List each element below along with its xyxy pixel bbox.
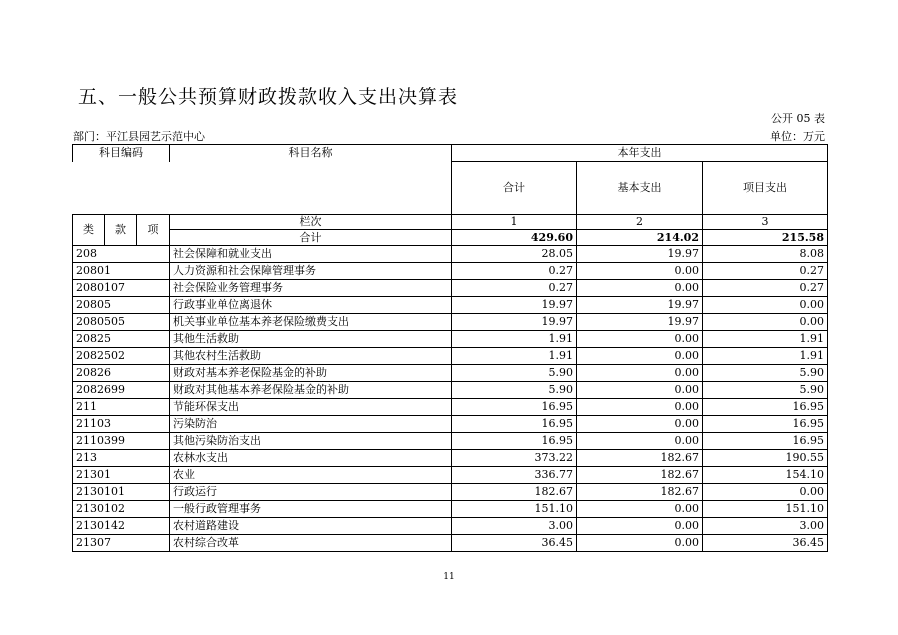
header-kuan: 款: [105, 215, 137, 246]
row-total: 5.90: [452, 382, 577, 399]
table-row: [73, 246, 828, 263]
row-total: 336.77: [452, 467, 577, 484]
table-row: [73, 501, 828, 518]
row-name: 行政运行: [170, 484, 452, 501]
totals-row: [73, 230, 828, 246]
row-code: 20825: [73, 331, 170, 348]
row-project: 5.90: [703, 382, 828, 399]
row-project: 8.08: [703, 246, 828, 263]
row-name: 农林水支出: [170, 450, 452, 467]
row-name: 机关事业单位基本养老保险缴费支出: [170, 314, 452, 331]
header-col1: 1: [452, 215, 577, 230]
row-code: 2080107: [73, 280, 170, 297]
table-row: [73, 399, 828, 416]
row-total: 151.10: [452, 501, 577, 518]
row-project: 0.27: [703, 263, 828, 280]
table-row: [73, 382, 828, 399]
row-basic: 19.97: [577, 314, 703, 331]
row-name: 社会保障和就业支出: [170, 246, 452, 263]
table-row: [73, 450, 828, 467]
row-total: 16.95: [452, 416, 577, 433]
row-name: 其他农村生活救助: [170, 348, 452, 365]
row-code: 20801: [73, 263, 170, 280]
table-row: [73, 467, 828, 484]
row-code: 21307: [73, 535, 170, 552]
row-basic: 19.97: [577, 297, 703, 314]
table-row: [73, 433, 828, 450]
header-column-label: 栏次: [170, 215, 452, 230]
row-project: 0.00: [703, 297, 828, 314]
row-project: 190.55: [703, 450, 828, 467]
row-project: 16.95: [703, 399, 828, 416]
row-total: 16.95: [452, 399, 577, 416]
row-project: 154.10: [703, 467, 828, 484]
row-basic: 0.00: [577, 280, 703, 297]
row-total: 28.05: [452, 246, 577, 263]
row-basic: 182.67: [577, 467, 703, 484]
row-project: 0.00: [703, 314, 828, 331]
row-code: 2110399: [73, 433, 170, 450]
table-row: [73, 280, 828, 297]
row-project: 0.27: [703, 280, 828, 297]
header-project: 项目支出: [703, 162, 828, 215]
row-name: 节能环保支出: [170, 399, 452, 416]
row-code: 2080505: [73, 314, 170, 331]
row-basic: 182.67: [577, 484, 703, 501]
table-row: [73, 297, 828, 314]
row-project: 3.00: [703, 518, 828, 535]
row-total: 0.27: [452, 263, 577, 280]
header-year-expense: 本年支出: [452, 145, 828, 162]
row-basic: 0.00: [577, 535, 703, 552]
page-number: 11: [443, 572, 455, 582]
row-code: 211: [73, 399, 170, 416]
row-project: 16.95: [703, 433, 828, 450]
row-code: 2082502: [73, 348, 170, 365]
header-lei: 类: [73, 215, 105, 246]
row-total: 0.27: [452, 280, 577, 297]
table-row: [73, 484, 828, 501]
row-total: 19.97: [452, 297, 577, 314]
header-item-name: 科目名称: [170, 145, 452, 162]
row-name: 农村综合改革: [170, 535, 452, 552]
row-basic: 0.00: [577, 399, 703, 416]
table-row: [73, 314, 828, 331]
row-basic: 0.00: [577, 433, 703, 450]
row-project: 1.91: [703, 348, 828, 365]
unit-label: 单位：万元: [770, 130, 825, 143]
row-name: 其他生活救助: [170, 331, 452, 348]
row-code: 2130102: [73, 501, 170, 518]
table-row: [73, 518, 828, 535]
table-row: [73, 263, 828, 280]
totals-project: 215.58: [703, 230, 828, 246]
row-code: 213: [73, 450, 170, 467]
row-total: 1.91: [452, 348, 577, 365]
row-basic: 19.97: [577, 246, 703, 263]
form-number: 公开 05 表: [771, 112, 825, 125]
totals-total: 429.60: [452, 230, 577, 246]
row-code: 21301: [73, 467, 170, 484]
row-name: 人力资源和社会保障管理事务: [170, 263, 452, 280]
row-code: 2130101: [73, 484, 170, 501]
row-total: 373.22: [452, 450, 577, 467]
department-label: 部门：平江县园艺示范中心: [73, 130, 205, 143]
row-total: 3.00: [452, 518, 577, 535]
header-total: 合计: [452, 162, 577, 215]
row-basic: 0.00: [577, 348, 703, 365]
header-xiang: 项: [137, 215, 170, 246]
totals-label: 合计: [170, 230, 452, 246]
row-name: 财政对基本养老保险基金的补助: [170, 365, 452, 382]
header-code-group: 科目编码: [73, 145, 170, 162]
row-basic: 0.00: [577, 382, 703, 399]
table-row: [73, 535, 828, 552]
table-row: [73, 416, 828, 433]
table-row: [73, 365, 828, 382]
row-basic: 0.00: [577, 518, 703, 535]
row-total: 19.97: [452, 314, 577, 331]
row-basic: 0.00: [577, 416, 703, 433]
totals-basic: 214.02: [577, 230, 703, 246]
row-name: 社会保险业务管理事务: [170, 280, 452, 297]
header-col2: 2: [577, 215, 703, 230]
row-code: 2130142: [73, 518, 170, 535]
table-row: [73, 348, 828, 365]
row-code: 21103: [73, 416, 170, 433]
row-total: 182.67: [452, 484, 577, 501]
row-name: 一般行政管理事务: [170, 501, 452, 518]
row-name: 财政对其他基本养老保险基金的补助: [170, 382, 452, 399]
row-project: 5.90: [703, 365, 828, 382]
row-code: 20826: [73, 365, 170, 382]
row-code: 208: [73, 246, 170, 263]
row-total: 36.45: [452, 535, 577, 552]
row-name: 行政事业单位离退休: [170, 297, 452, 314]
row-basic: 182.67: [577, 450, 703, 467]
row-basic: 0.00: [577, 365, 703, 382]
row-name: 农业: [170, 467, 452, 484]
row-project: 1.91: [703, 331, 828, 348]
row-total: 1.91: [452, 331, 577, 348]
row-basic: 0.00: [577, 331, 703, 348]
page-title: 五、一般公共预算财政拨款收入支出决算表: [78, 86, 459, 108]
header-basic: 基本支出: [577, 162, 703, 215]
table-row: [73, 331, 828, 348]
header-col3: 3: [703, 215, 828, 230]
budget-table: [72, 144, 828, 552]
row-name: 其他污染防治支出: [170, 433, 452, 450]
row-total: 5.90: [452, 365, 577, 382]
row-project: 151.10: [703, 501, 828, 518]
row-code: 2082699: [73, 382, 170, 399]
row-code: 20805: [73, 297, 170, 314]
row-name: 污染防治: [170, 416, 452, 433]
row-project: 0.00: [703, 484, 828, 501]
row-project: 16.95: [703, 416, 828, 433]
row-project: 36.45: [703, 535, 828, 552]
row-basic: 0.00: [577, 263, 703, 280]
row-name: 农村道路建设: [170, 518, 452, 535]
row-total: 16.95: [452, 433, 577, 450]
row-basic: 0.00: [577, 501, 703, 518]
